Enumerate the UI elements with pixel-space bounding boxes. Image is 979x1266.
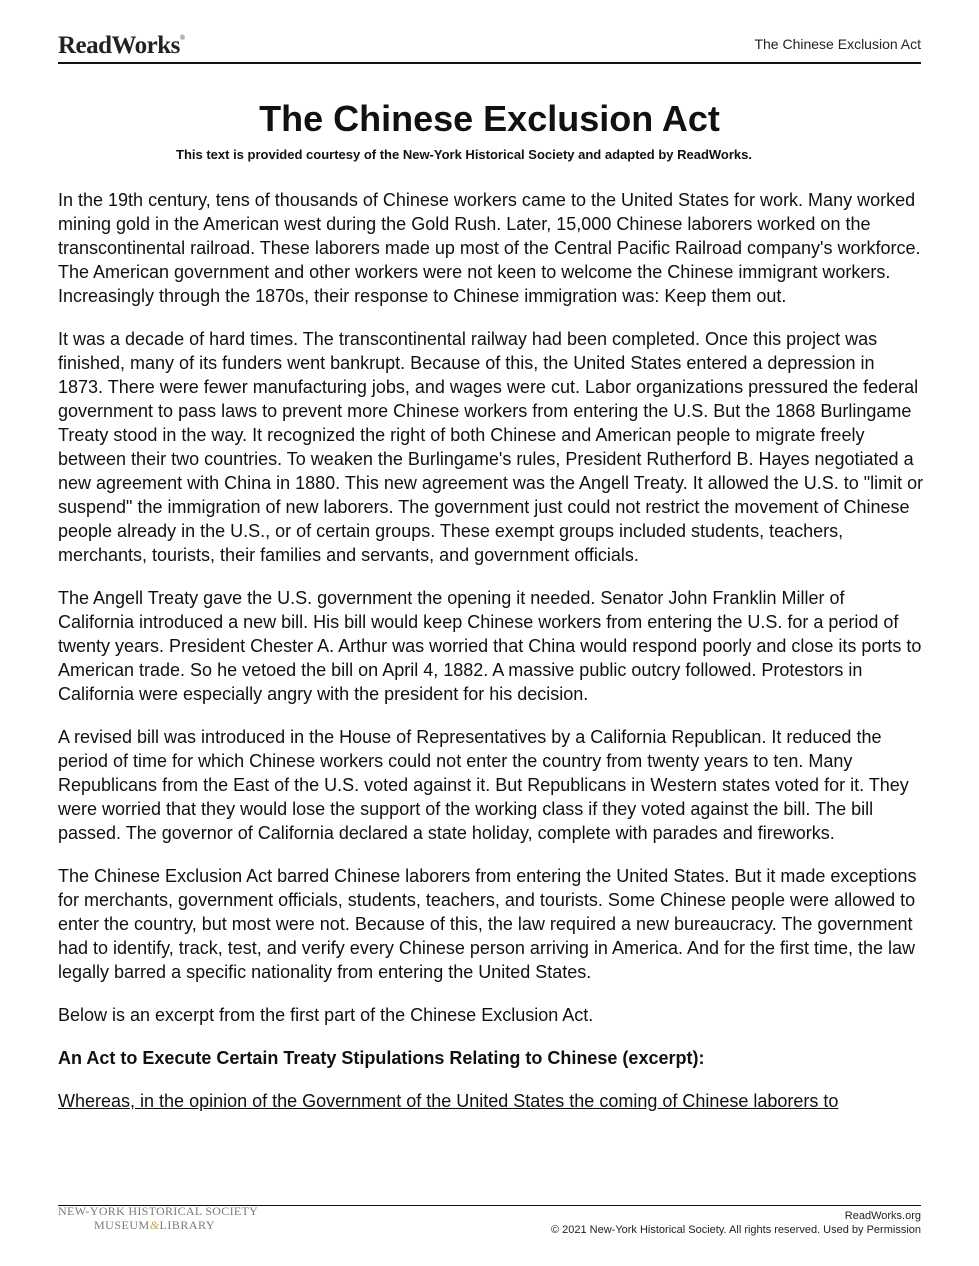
- paragraph-2: It was a decade of hard times. The transcontinental railway had been completed. Once this project was finished, many of its funders went bankrupt. Because of this, the United States entered a depression in 1873. There were fewer manufacturing jobs, and wages were cut. Labor organizations pressured the federal government to pass laws to prevent more Chinese workers from entering the U.S. But the 1868 Burlingame Treaty stood in the way. It recognized the right of both Chinese and American people to migrate freely between their two countries. To weaken the Burlingame's rules, President Rutherford B. Hayes negotiated a new agreement with China in 1880. This new agreement was the Angell Treaty. It allowed the U.S. to "limit or suspend" the immigration of new laborers. The government just could not restrict the movement of Chinese people already in the U.S., or of certain groups. These exempt groups included students, teachers, merchants, tourists, their families and servants, and government officials.: [58, 329, 924, 565]
- paragraph-3: The Angell Treaty gave the U.S. government the opening it needed. Senator John Franklin Miller of California introduced a new bill. His bill would keep Chinese workers from entering the U.S. for a period of twenty years. President Chester A. Arthur was worried that China would respond poorly and close its ports to American trade. So he vetoed the bill on April 4, 1882. A massive public outcry followed. Protestors in California were especially angry with the president for his decision.: [58, 588, 922, 704]
- page-header: [58, 28, 921, 64]
- readworks-logo: [58, 32, 185, 60]
- excerpt-text: Whereas, in the opinion of the Government of the United States the coming of Chinese laborers to: [58, 1091, 839, 1111]
- nyhs-logo: [58, 1205, 258, 1233]
- paragraph-4: A revised bill was introduced in the House of Representatives by a California Republican. It reduced the period of time for which Chinese workers could not enter the country from twenty years to ten. Many Republicans from the East of the U.S. voted against it. But Republicans in Western states voted for it. They were worried that they would lose the support of the working class if they voted against the bill. The bill passed. The governor of California declared a state holiday, complete with parades and fireworks.: [58, 727, 909, 843]
- excerpt-heading: An Act to Execute Certain Treaty Stipulations Relating to Chinese (excerpt):: [58, 1048, 705, 1068]
- logo-text: ReadWorks: [58, 32, 180, 59]
- header-title: The Chinese Exclusion Act: [754, 36, 921, 52]
- article-body: [58, 188, 924, 1206]
- article-title: The Chinese Exclusion Act: [259, 98, 720, 139]
- paragraph-5: The Chinese Exclusion Act barred Chinese laborers from entering the United States. But it made exceptions for merchants, government officials, students, teachers, and tourists. Some Chinese people were allowed to enter the country, but most were not. Because of this, the law required a new bureaucracy. The government had to identify, track, test, and verify every Chinese person arriving in America. And for the first time, the law legally barred a specific nationality from entering the United States.: [58, 866, 917, 982]
- footer-credits: [551, 1209, 921, 1237]
- footer-site: ReadWorks.org: [844, 1210, 921, 1222]
- paragraph-6: Below is an excerpt from the first part of the Chinese Exclusion Act.: [58, 1005, 594, 1025]
- nyhs-subtitle: MUSEUM&LIBRARY: [94, 1218, 216, 1232]
- registered-mark: ®: [179, 34, 185, 42]
- paragraph-1: In the 19th century, tens of thousands of Chinese workers came to the United States for work. Many worked mining gold in the American west during the Gold Rush. Later, 15,000 Chinese laborers worked on the transcontinental railroad. These laborers made up most of the Central Pacific Railroad company's workforce. The American government and other workers were not keen to welcome the Chinese immigrant workers. Increasingly through the 1870s, their response to Chinese immigration was: Keep them out.: [58, 190, 921, 306]
- nyhs-name: NEW-YORK HISTORICAL SOCIETY: [58, 1204, 259, 1218]
- footer-copyright: © 2021 New-York Historical Society. All rights reserved. Used by Permission: [550, 1224, 921, 1236]
- courtesy-note: This text is provided courtesy of the New-York Historical Society and adapted by ReadWorks.: [176, 147, 752, 162]
